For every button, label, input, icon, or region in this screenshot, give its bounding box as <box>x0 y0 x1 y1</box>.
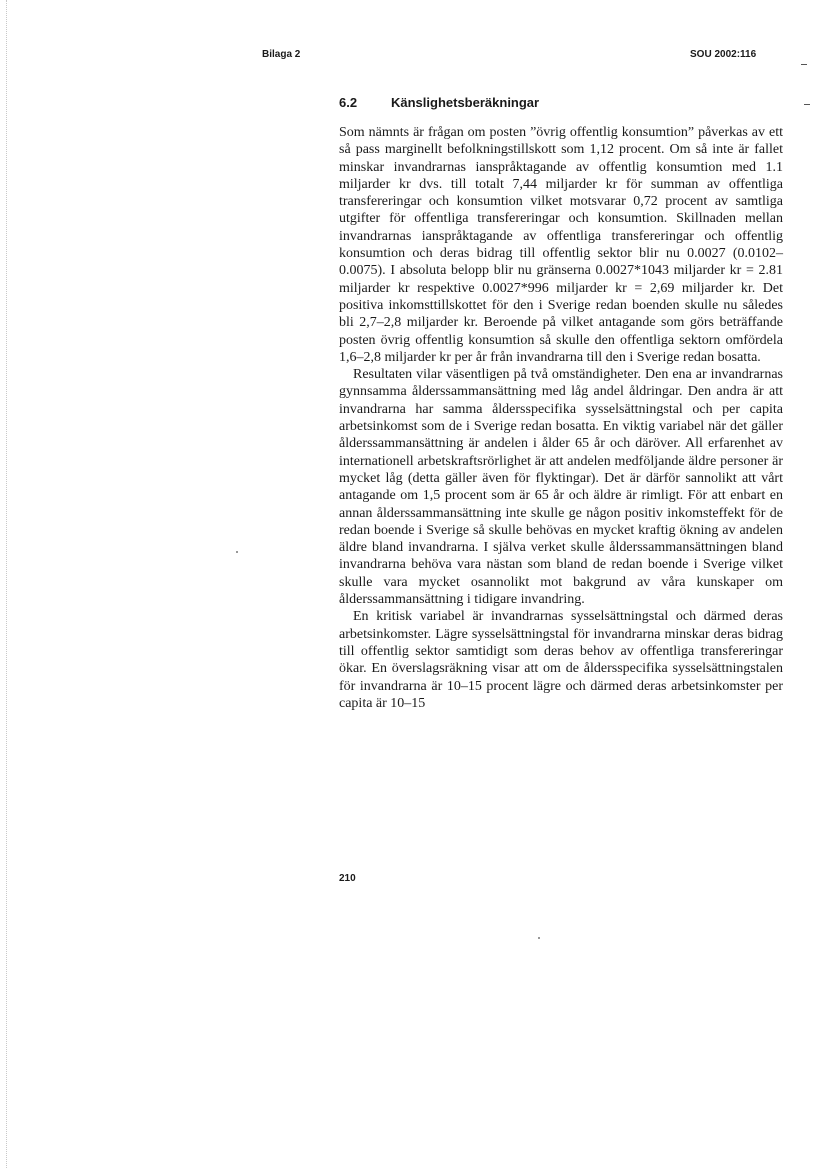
scan-speck <box>538 937 540 939</box>
running-header-left: Bilaga 2 <box>262 49 301 60</box>
paragraph-1: Som nämnts är frågan om posten ”övrig offentlig konsumtion” påverkas av ett så pass marginellt befolkningstillskott som 1,12 procent. Om så inte är fallet minskar invandrarnas ianspråktagande av offentlig konsumtion med 1.1 miljarder kr dvs. till totalt 7,44 miljarder kr för summan av offentliga transfereringar och konsumtion vilket motsvarar 0,72 procent av samtliga utgifter för offentliga transfereringar och konsumtion. Skillnaden mellan invandrarnas ianspråktagande av offentliga transfereringar och offentlig konsumtion och deras bidrag till offentlig sektor blir nu 0.0027 (0.0102–0.0075). I absoluta belopp blir nu gränserna 0.0027*1043 miljarder kr = 2.81 miljarder kr respektive 0.0027*996 miljarder kr = 2,69 miljarder kr. Det positiva inkomsttillskottet för den i Sverige redan boenden skulle nu således bli 2,7–2,8 miljarder kr. Beroende på vilket antagande som görs beträffande posten övrig offentlig konsumtion så skulle den offentliga sektorn omfördela 1,6–2,8 miljarder kr per år från invandrarna till den i Sverige redan bosatta. <box>339 125 783 365</box>
paragraph-2: Resultaten vilar väsentligen på två omständigheter. Den ena ar invandrarnas gynnsamma ålderssammansättning med låg andel åldringar. Den andra är att invandrarna har samma åldersspecifika sysselsättningstal och per capita arbetsinkomst som de i Sverige redan bosatta. En viktig variabel när det gäller ålderssammansättning är andelen i ålder 65 år och däröver. All erfarenhet av internationell arbetskraftsrörlighet är att andelen medföljande äldre personer är mycket låg (detta gäller även för flyktingar). Det är därför sannolikt att vårt antagande om 1,5 procent som är 65 år och äldre är rimligt. För att enbart en annan ålderssammansättning inte skulle ge någon positiv inkomsteffekt för de redan boende i Sverige så skulle behövas en mycket kraftig ökning av andelen äldre bland invandrarna. I själva verket skulle ålderssammansättningen bland invandrarna behöva vara nästan som bland de redan boende i Sverige vilket skulle vara mycket osannolikt mot bakgrund av våra kunskaper om ålderssammansättning i tidigare invandring. <box>339 367 783 608</box>
body-text <box>339 124 783 712</box>
scan-mark <box>801 64 807 65</box>
section-heading <box>339 95 539 110</box>
paragraph-3: En kritisk variabel är invandrarnas sysselsättningstal och därmed deras arbetsinkomster. Lägre sysselsättningstal för invandrarna minskar deras bidrag till offentlig sektor samtidigt som deras behov av offentliga transfereringar ökar. En överslagsräkning visar att om de åldersspecifika sysselsättningstalen för invandrarna är 10–15 procent lägre och därmed deras arbetsinkomster per capita är 10–15 <box>339 609 783 711</box>
section-title: Känslighetsberäkningar <box>391 95 540 110</box>
section-number: 6.2 <box>339 95 358 110</box>
page-number: 210 <box>339 873 356 884</box>
scan-edge <box>6 0 7 1168</box>
scan-speck <box>236 551 238 553</box>
scan-mark <box>804 104 810 105</box>
running-header-right: SOU 2002:116 <box>690 49 757 60</box>
